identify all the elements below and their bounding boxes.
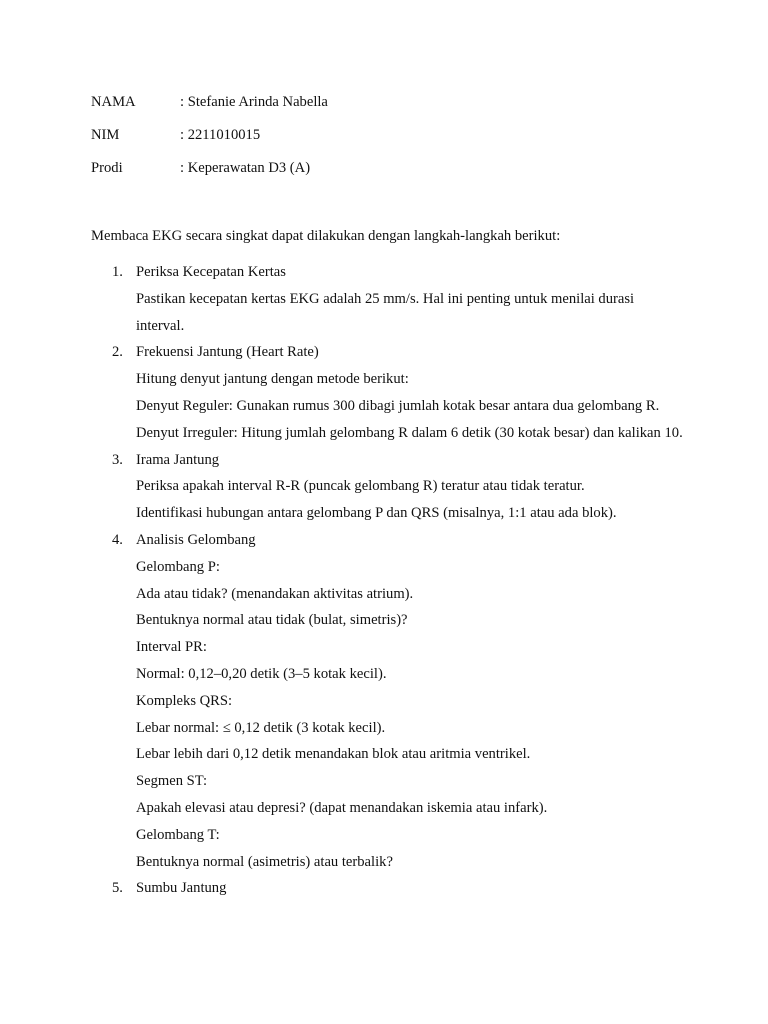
nama-value: : Stefanie Arinda Nabella — [180, 94, 328, 110]
step-title: Frekuensi Jantung (Heart Rate) — [136, 344, 319, 361]
nim-value: : 2211010015 — [180, 127, 261, 143]
step-text: Denyut Reguler: Gunakan rumus 300 dibagi jumlah kotak besar antara dua gelombang R. — [136, 397, 660, 414]
steps-list — [91, 259, 691, 902]
step-text: Denyut Irreguler: Hitung jumlah gelombang R dalam 6 detik (30 kotak besar) dan kalikan 10. — [136, 424, 683, 441]
step-subheading: Gelombang P: — [136, 558, 220, 575]
step-number: 1. — [112, 264, 123, 280]
step-title: Analisis Gelombang — [136, 531, 256, 548]
step-text: Apakah elevasi atau depresi? (dapat menandakan iskemia atau infark). — [136, 799, 548, 816]
prodi-value: : Keperawatan D3 (A) — [180, 160, 311, 176]
step-number: 5. — [112, 880, 123, 897]
step-text: Lebar normal: ≤ 0,12 detik (3 kotak kecil). — [136, 719, 386, 736]
step-subheading: Gelombang T: — [136, 826, 220, 843]
step-text: Hitung denyut jantung dengan metode berikut: — [136, 371, 409, 388]
nim-label: NIM — [91, 127, 120, 143]
step-text: Bentuknya normal (asimetris) atau terbalik? — [136, 853, 393, 870]
step-text: Lebar lebih dari 0,12 detik menandakan blok atau aritmia ventrikel. — [136, 746, 531, 763]
prodi-label: Prodi — [91, 160, 123, 176]
step-number: 3. — [112, 451, 123, 468]
step-subheading: Kompleks QRS: — [136, 692, 233, 709]
step-title: Irama Jantung — [136, 451, 220, 468]
step-number: 4. — [112, 531, 123, 548]
step-number: 2. — [112, 344, 123, 361]
step-item — [91, 259, 691, 339]
nama-label: NAMA — [91, 94, 136, 110]
step-text: Normal: 0,12–0,20 detik (3–5 kotak kecil). — [136, 665, 387, 682]
intro-paragraph: Membaca EKG secara singkat dapat dilakukan dengan langkah-langkah berikut: — [91, 228, 561, 244]
step-subheading: Interval PR: — [136, 639, 207, 656]
step-title: Periksa Kecepatan Kertas — [136, 264, 286, 280]
step-item — [91, 339, 691, 446]
step-item — [91, 875, 691, 902]
step-text: Identifikasi hubungan antara gelombang P dan QRS (misalnya, 1:1 atau ada blok). — [136, 505, 617, 522]
step-text: Periksa apakah interval R-R (puncak gelombang R) teratur atau tidak teratur. — [136, 478, 585, 495]
step-title: Sumbu Jantung — [136, 880, 227, 897]
step-item — [91, 527, 691, 875]
step-subheading: Segmen ST: — [136, 773, 208, 790]
step-text: Ada atau tidak? (menandakan aktivitas atrium). — [136, 585, 414, 602]
step-text: Bentuknya normal atau tidak (bulat, simetris)? — [136, 612, 408, 629]
step-item — [91, 447, 691, 527]
step-text: Pastikan kecepatan kertas EKG adalah 25 mm/s. Hal ini penting untuk menilai durasi interval. — [136, 290, 635, 334]
